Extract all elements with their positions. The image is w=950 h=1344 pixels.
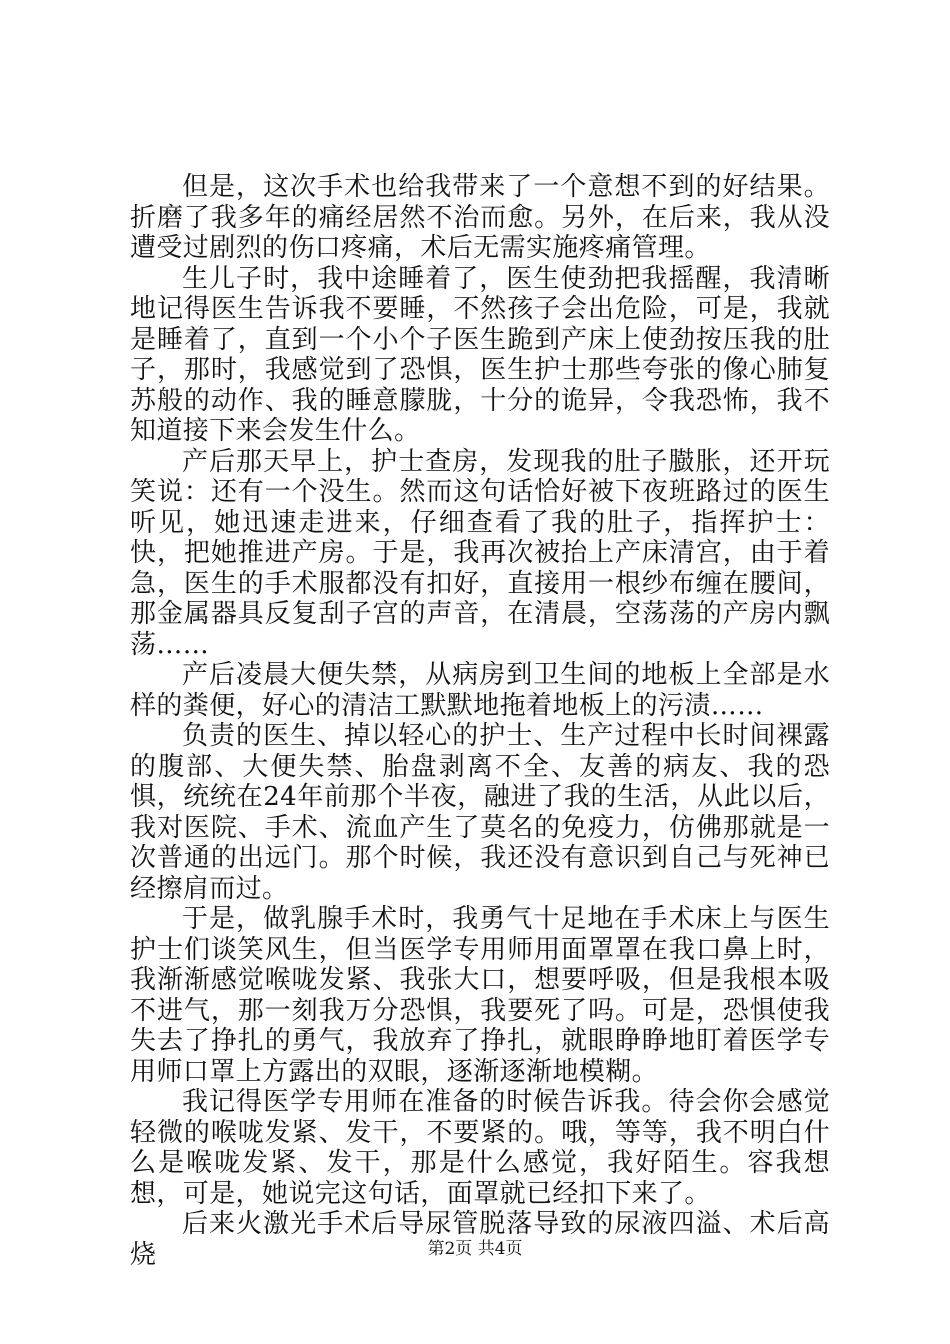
paragraph: 于是，做乳腺手术时，我勇气十足地在手术床上与医生护士们谈笑风生，但当医学专用师用面罩罩在我口鼻上时，我渐渐感觉喉咙发紧、我张大口，想要呼吸，但是我根本吸不进气，那一刻我万分恐惧，我要死了吗。可是，恐惧使我失去了挣扎的勇气，我放弃了挣扎，就眼睁睁地盯着医学专用师口罩上方露出的双眼，逐渐逐渐地模糊。: [130, 904, 830, 1087]
paragraph: 产后凌晨大便失禁，从病房到卫生间的地板上全部是水样的粪便，好心的清洁工默默地拖着地板上的污渍……: [130, 660, 830, 721]
paragraph: 后来火激光手术后导尿管脱落导致的尿液四溢、术后高烧: [130, 1209, 830, 1270]
paragraph: 我记得医学专用师在准备的时候告诉我。待会你会感觉轻微的喉咙发紧、发干，不要紧的。哦，等等，我不明白什么是喉咙发紧、发干，那是什么感觉，我好陌生。容我想想，可是，她说完这句话，面罩就已经扣下来了。: [130, 1087, 830, 1209]
paragraph: 生儿子时，我中途睡着了，医生使劲把我摇醒，我清晰地记得医生告诉我不要睡，不然孩子会出危险，可是，我就是睡着了，直到一个小个子医生跪到产床上使劲按压我的肚子，那时，我感觉到了恐惧，医生护士那些夸张的像心肺复苏般的动作、我的睡意朦胧，十分的诡异，令我恐怖，我不知道接下来会发生什么。: [130, 263, 830, 446]
paragraph: 产后那天早上，护士查房，发现我的肚子臌胀，还开玩笑说：还有一个没生。然而这句话恰好被下夜班路过的医生听见，她迅速走进来，仔细查看了我的肚子，指挥护士：快，把她推进产房。于是，我再次被抬上产床清宫，由于着急，医生的手术服都没有扣好，直接用一根纱布缠在腰间，那金属器具反复刮子宫的声音，在清晨，空荡荡的产房内飘荡……: [130, 446, 830, 660]
page-footer: 第2页 共4页: [427, 1239, 523, 1259]
paragraph: 但是，这次手术也给我带来了一个意想不到的好结果。折磨了我多年的痛经居然不治而愈。另外，在后来，我从没遭受过剧烈的伤口疼痛，术后无需实施疼痛管理。: [130, 172, 830, 263]
paragraph: 负责的医生、掉以轻心的护士、生产过程中长时间裸露的腹部、大便失禁、胎盘剥离不全、友善的病友、我的恐惧，统统在24年前那个半夜，融进了我的生活，从此以后，我对医院、手术、流血产生了莫名的免疫力，仿佛那就是一次普通的出远门。那个时候，我还没有意识到自己与死神已经擦肩而过。: [130, 721, 830, 904]
document-body: [130, 172, 830, 1270]
